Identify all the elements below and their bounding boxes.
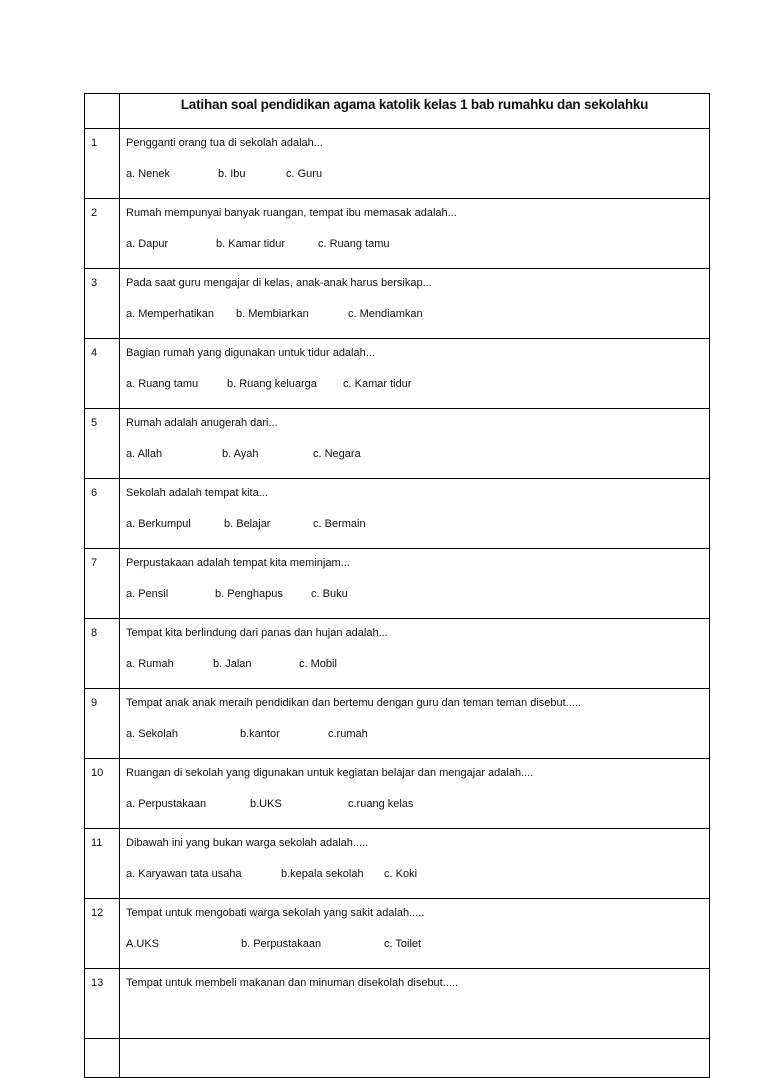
question-row <box>85 969 710 1039</box>
option-c: c. Bermain <box>313 518 366 530</box>
question-cell <box>120 269 710 339</box>
answer-options <box>126 727 709 741</box>
option-b: b. Membiarkan <box>236 308 309 320</box>
option-a: a. Memperhatikan <box>126 308 215 320</box>
question-text: Bagian rumah yang digunakan untuk tidur adalah... <box>126 347 375 359</box>
question-row <box>85 339 710 409</box>
question-number: 13 <box>85 969 120 1039</box>
title-cell <box>120 94 710 129</box>
question-cell <box>120 479 710 549</box>
question-text: Tempat untuk mengobati warga sekolah yang sakit adalah..... <box>126 907 425 919</box>
question-text: Tempat anak anak meraih pendidikan dan bertemu dengan guru dan teman teman disebut..... <box>126 697 581 709</box>
page-title: Latihan soal pendidikan agama katolik kelas 1 bab rumahku dan sekolahku <box>180 97 649 112</box>
option-c: c. Ruang tamu <box>318 238 390 250</box>
option-c: c. Koki <box>384 868 418 880</box>
option-b: b. Perpustakaan <box>241 938 322 950</box>
answer-options <box>126 167 709 181</box>
answer-options <box>126 1007 709 1021</box>
question-cell <box>120 199 710 269</box>
question-number: 5 <box>85 409 120 479</box>
question-row <box>85 759 710 829</box>
question-row <box>85 129 710 199</box>
title-row <box>85 94 710 129</box>
question-number: 6 <box>85 479 120 549</box>
question-cell <box>120 1039 710 1078</box>
question-number: 11 <box>85 829 120 899</box>
question-number: 8 <box>85 619 120 689</box>
question-number: 7 <box>85 549 120 619</box>
question-text: Tempat untuk membeli makanan dan minuman disekolah disebut..... <box>126 977 459 989</box>
question-row <box>85 829 710 899</box>
answer-options <box>126 447 709 461</box>
question-cell <box>120 829 710 899</box>
question-text: Perpustakaan adalah tempat kita meminjam... <box>126 557 350 569</box>
answer-options <box>126 657 709 671</box>
answer-options <box>126 307 709 321</box>
option-b: b.kepala sekolah <box>281 868 364 880</box>
question-row <box>85 619 710 689</box>
question-number: 2 <box>85 199 120 269</box>
question-text: Tempat kita berlindung dari panas dan hujan adalah... <box>126 627 388 639</box>
option-a: a. Pensil <box>126 588 169 600</box>
option-a: a. Dapur <box>126 238 169 250</box>
answer-options <box>126 517 709 531</box>
answer-options <box>126 937 709 951</box>
answer-options <box>126 797 709 811</box>
question-number: 12 <box>85 899 120 969</box>
answer-options <box>126 867 709 881</box>
option-b: b.UKS <box>250 798 282 810</box>
option-a: a. Rumah <box>126 658 174 670</box>
question-text: Ruangan di sekolah yang digunakan untuk kegiatan belajar dan mengajar adalah.... <box>126 767 534 779</box>
question-cell <box>120 129 710 199</box>
answer-options <box>126 377 709 391</box>
question-text: Rumah mempunyai banyak ruangan, tempat ibu memasak adalah... <box>126 207 457 219</box>
option-c: c. Mendiamkan <box>348 308 423 320</box>
question-text: Pengganti orang tua di sekolah adalah... <box>126 137 323 149</box>
question-text: Pada saat guru mengajar di kelas, anak-anak harus bersikap... <box>126 277 432 289</box>
question-text: Sekolah adalah tempat kita... <box>126 487 268 499</box>
option-b: b.kantor <box>240 728 280 740</box>
question-number <box>85 1039 120 1078</box>
option-a: a. Ruang tamu <box>126 378 199 390</box>
option-c: c.ruang kelas <box>348 798 414 810</box>
question-text: Rumah adalah anugerah dari... <box>126 417 278 429</box>
question-row <box>85 899 710 969</box>
answer-options <box>126 587 709 601</box>
answer-options <box>126 237 709 251</box>
question-row <box>85 689 710 759</box>
quiz-table <box>84 93 710 1078</box>
question-number: 10 <box>85 759 120 829</box>
option-a: a. Sekolah <box>126 728 178 740</box>
option-b: b. Belajar <box>224 518 271 530</box>
question-row <box>85 409 710 479</box>
question-number: 1 <box>85 129 120 199</box>
option-c: c.rumah <box>328 728 368 740</box>
option-c: c. Toilet <box>384 938 422 950</box>
option-a: a. Nenek <box>126 168 171 180</box>
question-number: 9 <box>85 689 120 759</box>
option-c: c. Mobil <box>299 658 337 670</box>
question-cell <box>120 339 710 409</box>
question-row <box>85 199 710 269</box>
option-b: b. Ibu <box>218 168 246 180</box>
option-a: a. Karyawan tata usaha <box>126 868 242 880</box>
question-row <box>85 269 710 339</box>
question-cell <box>120 549 710 619</box>
question-number: 4 <box>85 339 120 409</box>
option-b: b. Ayah <box>222 448 259 460</box>
question-cell <box>120 689 710 759</box>
option-c: c. Guru <box>286 168 323 180</box>
option-b: b. Kamar tidur <box>216 238 286 250</box>
question-cell <box>120 969 710 1039</box>
option-a: a. Allah <box>126 448 163 460</box>
question-row <box>85 1039 710 1078</box>
option-c: c. Negara <box>313 448 361 460</box>
option-a: a. Perpustakaan <box>126 798 207 810</box>
option-b: b. Penghapus <box>215 588 283 600</box>
question-cell <box>120 409 710 479</box>
option-c: c. Buku <box>311 588 348 600</box>
option-a: a. Berkumpul <box>126 518 191 530</box>
option-b: b. Ruang keluarga <box>227 378 317 390</box>
option-a: A.UKS <box>126 938 160 950</box>
option-b: b. Jalan <box>213 658 252 670</box>
question-row <box>85 549 710 619</box>
question-text: Dibawah ini yang bukan warga sekolah adalah..... <box>126 837 369 849</box>
title-num-cell <box>85 94 120 129</box>
question-cell <box>120 619 710 689</box>
option-c: c. Kamar tidur <box>343 378 412 390</box>
question-cell <box>120 899 710 969</box>
question-cell <box>120 759 710 829</box>
question-row <box>85 479 710 549</box>
question-number: 3 <box>85 269 120 339</box>
